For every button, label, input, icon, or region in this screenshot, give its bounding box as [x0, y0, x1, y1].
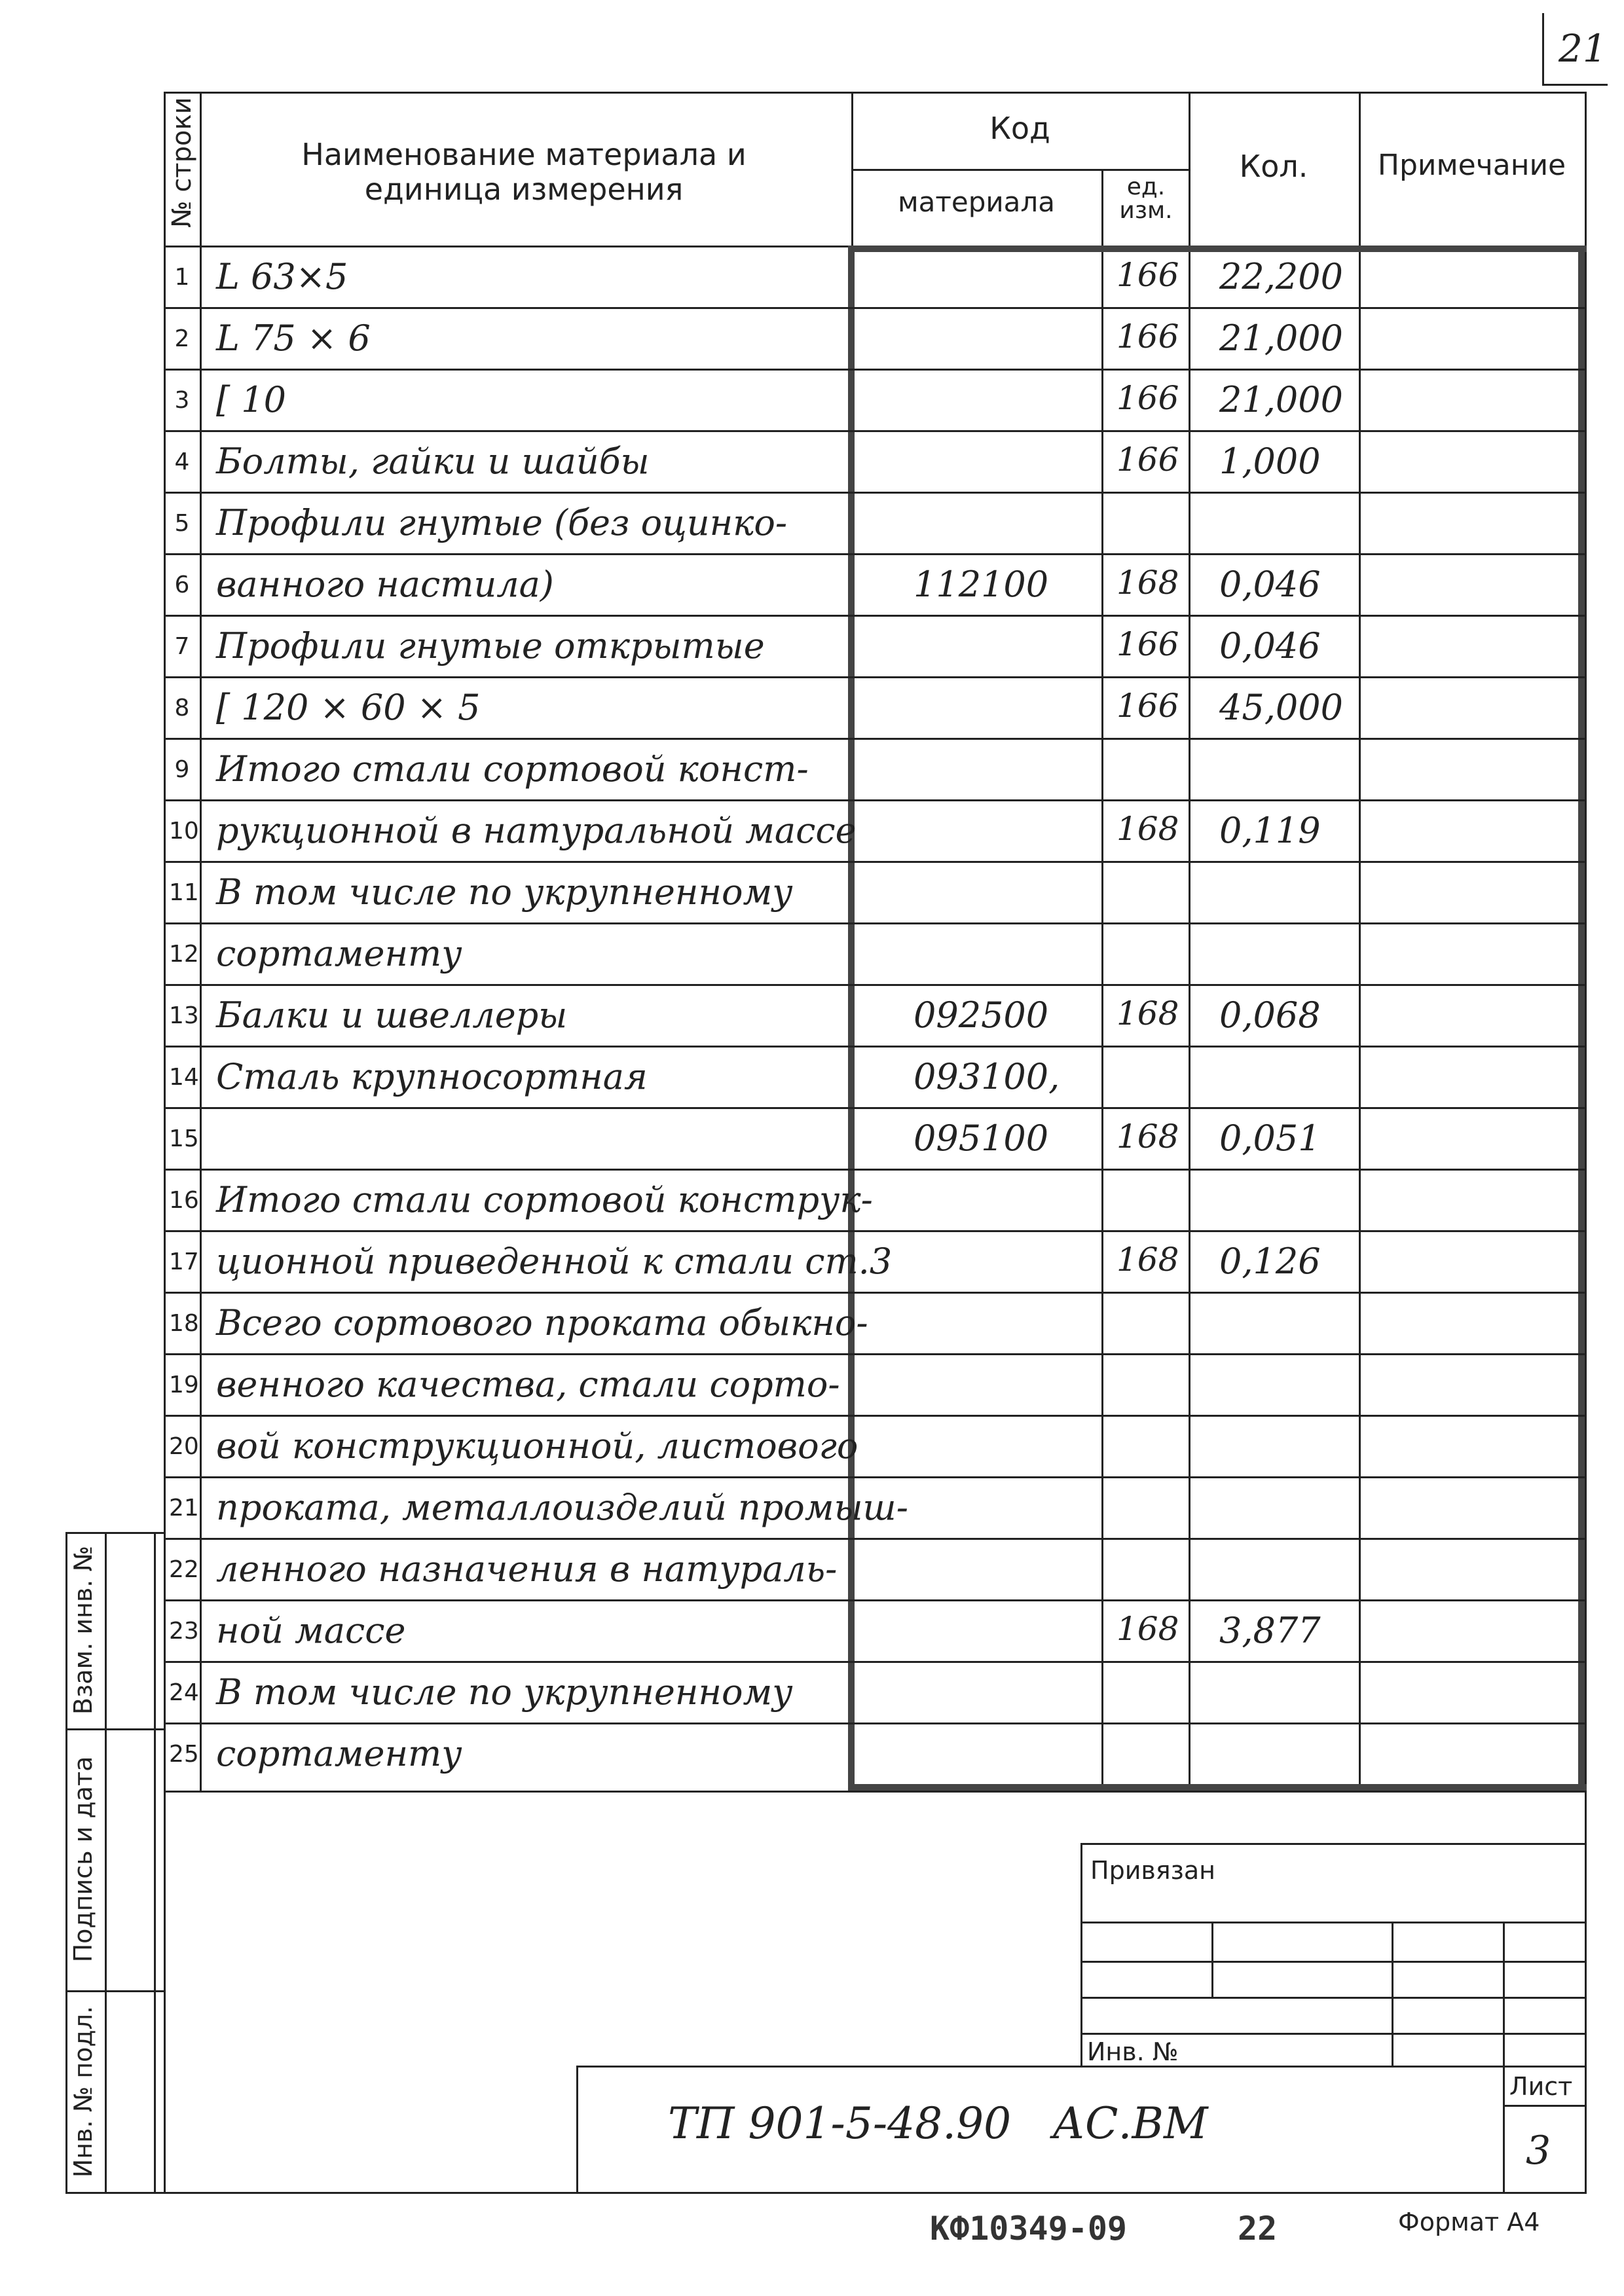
material-name: проката, металлоизделий промыш- [216, 1487, 908, 1528]
header-code: Код [989, 111, 1050, 146]
format-label: Формат А4 [1398, 2208, 1540, 2236]
quantity: 21,000 [1219, 318, 1343, 359]
row-number: 2 [174, 325, 190, 352]
document-code: ТП 901-5-48.90 АС.ВМ [668, 2098, 1208, 2149]
quantity: 0,046 [1219, 625, 1321, 666]
material-code: 112100 [913, 564, 1049, 605]
inv-no-label: Инв. № [1087, 2037, 1179, 2066]
sheet-number: 3 [1526, 2128, 1551, 2174]
row-number: 23 [169, 1618, 199, 1645]
quantity: 0,051 [1219, 1118, 1321, 1159]
row-number: 16 [169, 1187, 199, 1214]
row-number: 3 [174, 387, 190, 414]
quantity: 0,126 [1219, 1241, 1321, 1282]
material-name: [ 120 × 60 × 5 [216, 687, 481, 728]
material-name: В том числе по укрупненному [216, 1671, 793, 1713]
quantity: 45,000 [1219, 687, 1343, 728]
material-name: Сталь крупносортная [216, 1056, 648, 1097]
header-name: Наименование материала и единица измерения [301, 137, 747, 207]
row-number: 20 [169, 1433, 199, 1460]
stamp-vzam-inv: Взам. инв. № [69, 1546, 98, 1715]
unit-code: 166 [1116, 256, 1179, 294]
stamp-podpis-data: Подпись и дата [69, 1756, 98, 1963]
row-number: 18 [169, 1310, 199, 1337]
row-number: 9 [174, 756, 190, 783]
material-name: сортаменту [216, 1733, 462, 1774]
quantity: 22,200 [1219, 256, 1343, 297]
material-name: Профили гнутые открытые [216, 625, 765, 666]
material-code: 095100 [913, 1118, 1049, 1159]
header-note: Примечание [1377, 149, 1566, 182]
header-unit: ед. изм. [1119, 173, 1173, 224]
archive-number: КФ10349-09 [930, 2210, 1128, 2248]
material-name: В том числе по укрупненному [216, 871, 793, 913]
material-name: Итого стали сортовой конст- [216, 748, 809, 790]
material-name: ванного настила) [216, 564, 554, 605]
quantity: 3,877 [1219, 1610, 1321, 1651]
material-code: 093100, [913, 1056, 1060, 1097]
unit-code: 166 [1116, 318, 1179, 355]
row-number: 12 [169, 941, 199, 968]
material-name: Всего сортового проката обыкно- [216, 1302, 868, 1343]
row-number: 11 [169, 879, 199, 906]
material-name: Профили гнутые (без оцинко- [216, 502, 788, 543]
sheet-label: Лист [1509, 2072, 1573, 2101]
header-row-number: № строки [167, 97, 197, 228]
row-number: 5 [174, 510, 190, 537]
unit-code: 168 [1116, 1610, 1179, 1648]
material-code: 092500 [913, 994, 1049, 1036]
unit-code: 166 [1116, 625, 1179, 663]
unit-code: 168 [1116, 1118, 1179, 1156]
header-qty: Кол. [1239, 149, 1308, 184]
row-number: 21 [169, 1495, 199, 1522]
unit-code: 168 [1116, 810, 1179, 848]
row-number: 4 [174, 448, 190, 475]
row-number: 22 [169, 1556, 199, 1583]
stamp-inv-podl: Инв. № подл. [69, 2005, 98, 2178]
material-name: ционной приведенной к стали ст.3 [216, 1241, 893, 1282]
material-name: рукционной в натуральной массе [216, 810, 857, 851]
material-name: [ 10 [216, 379, 286, 420]
row-number: 24 [169, 1679, 199, 1706]
row-number: 14 [169, 1064, 199, 1091]
privyazan-label: Привязан [1090, 1856, 1215, 1885]
material-name: Болты, гайки и шайбы [216, 441, 650, 482]
quantity: 0,068 [1219, 994, 1321, 1036]
material-name: Итого стали сортовой конструк- [216, 1179, 873, 1220]
row-number: 19 [169, 1372, 199, 1398]
row-number: 17 [169, 1248, 199, 1275]
row-number: 6 [174, 572, 190, 598]
material-name: L 75 × 6 [216, 318, 371, 359]
material-name: венного качества, стали сорто- [216, 1364, 840, 1405]
header-material: материала [897, 186, 1055, 218]
row-number: 1 [174, 264, 190, 291]
row-number: 25 [169, 1741, 199, 1768]
row-number: 13 [169, 1002, 199, 1029]
row-number: 8 [174, 695, 190, 721]
unit-code: 168 [1116, 564, 1179, 602]
unit-code: 168 [1116, 994, 1179, 1032]
material-name: Балки и швеллеры [216, 994, 568, 1036]
quantity: 0,046 [1219, 564, 1321, 605]
row-number: 10 [169, 818, 199, 845]
quantity: 1,000 [1219, 441, 1321, 482]
material-name: сортаменту [216, 933, 462, 974]
quantity: 0,119 [1219, 810, 1321, 851]
archive-page: 22 [1238, 2210, 1278, 2248]
material-name: вой конструкционной, листового [216, 1425, 858, 1467]
unit-code: 166 [1116, 687, 1179, 725]
quantity: 21,000 [1219, 379, 1343, 420]
material-name: ленного назначения в натураль- [216, 1548, 838, 1590]
unit-code: 166 [1116, 379, 1179, 417]
material-name: ной массе [216, 1610, 406, 1651]
row-number: 7 [174, 633, 190, 660]
unit-code: 168 [1116, 1241, 1179, 1279]
row-number: 15 [169, 1125, 199, 1152]
material-name: L 63×5 [216, 256, 348, 297]
page-number: 21 [1559, 26, 1607, 71]
unit-code: 166 [1116, 441, 1179, 479]
